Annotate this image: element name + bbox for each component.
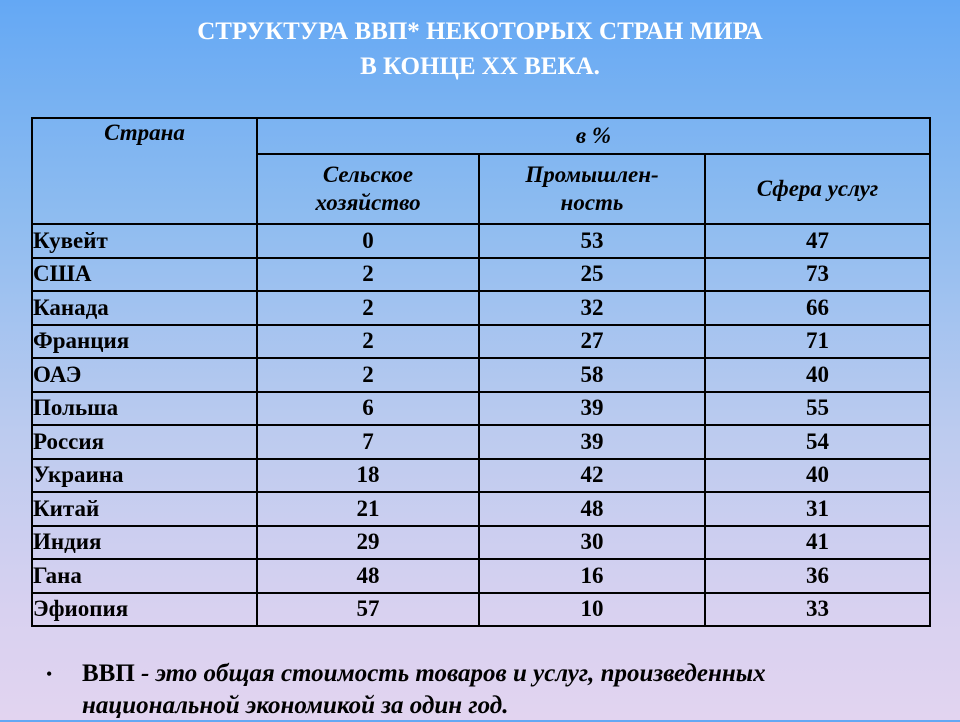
country-cell: Кувейт xyxy=(32,224,257,258)
industry-cell: 48 xyxy=(479,492,705,526)
table-row xyxy=(32,526,930,560)
table-row xyxy=(32,358,930,392)
country-cell: Россия xyxy=(32,425,257,459)
table-row xyxy=(32,291,930,325)
industry-cell: 58 xyxy=(479,358,705,392)
footnote-term: ВВП xyxy=(82,660,135,687)
industry-cell: 16 xyxy=(479,559,705,593)
services-cell: 73 xyxy=(705,258,930,292)
table-row xyxy=(32,459,930,493)
gdp-structure-table xyxy=(31,117,931,627)
country-cell: ОАЭ xyxy=(32,358,257,392)
agriculture-cell: 2 xyxy=(257,358,479,392)
services-cell: 47 xyxy=(705,224,930,258)
services-cell: 66 xyxy=(705,291,930,325)
country-cell: США xyxy=(32,258,257,292)
agriculture-cell: 57 xyxy=(257,593,479,627)
services-cell: 54 xyxy=(705,425,930,459)
agriculture-cell: 2 xyxy=(257,325,479,359)
table-row xyxy=(32,593,930,627)
services-cell: 55 xyxy=(705,392,930,426)
services-cell: 41 xyxy=(705,526,930,560)
table-row xyxy=(32,224,930,258)
header-industry: Промышлен- ность xyxy=(479,154,705,224)
page-title-line-2: В КОНЦЕ XX ВЕКА. xyxy=(360,53,600,80)
services-cell: 36 xyxy=(705,559,930,593)
header-agriculture: Сельское хозяйство xyxy=(257,154,479,224)
industry-cell: 27 xyxy=(479,325,705,359)
industry-cell: 42 xyxy=(479,459,705,493)
industry-cell: 30 xyxy=(479,526,705,560)
agriculture-cell: 48 xyxy=(257,559,479,593)
industry-cell: 32 xyxy=(479,291,705,325)
agriculture-cell: 21 xyxy=(257,492,479,526)
agriculture-cell: 7 xyxy=(257,425,479,459)
country-cell: Эфиопия xyxy=(32,593,257,627)
services-cell: 40 xyxy=(705,459,930,493)
services-cell: 31 xyxy=(705,492,930,526)
country-cell: Индия xyxy=(32,526,257,560)
agriculture-cell: 2 xyxy=(257,291,479,325)
footnote-definition-line-1: - это общая стоимость товаров и услуг, произведенных xyxy=(134,660,766,687)
table-row xyxy=(32,492,930,526)
services-cell: 71 xyxy=(705,325,930,359)
table-row xyxy=(32,258,930,292)
country-cell: Китай xyxy=(32,492,257,526)
industry-cell: 39 xyxy=(479,392,705,426)
table-row xyxy=(32,325,930,359)
services-cell: 40 xyxy=(705,358,930,392)
page-title-line-1: СТРУКТУРА ВВП* НЕКОТОРЫХ СТРАН МИРА xyxy=(197,18,763,45)
agriculture-cell: 0 xyxy=(257,224,479,258)
country-cell: Гана xyxy=(32,559,257,593)
table-row xyxy=(32,392,930,426)
footnote-definition-line-2: национальной экономикой за один год. xyxy=(82,692,509,719)
agriculture-cell: 29 xyxy=(257,526,479,560)
industry-cell: 10 xyxy=(479,593,705,627)
country-cell: Польша xyxy=(32,392,257,426)
table-row xyxy=(32,425,930,459)
header-country: Страна xyxy=(32,118,257,224)
agriculture-cell: 2 xyxy=(257,258,479,292)
country-cell: Канада xyxy=(32,291,257,325)
header-unit: в % xyxy=(257,118,930,154)
services-cell: 33 xyxy=(705,593,930,627)
industry-cell: 25 xyxy=(479,258,705,292)
header-services: Сфера услуг xyxy=(705,154,930,224)
table-row xyxy=(32,559,930,593)
bullet-icon: • xyxy=(46,664,53,684)
agriculture-cell: 18 xyxy=(257,459,479,493)
agriculture-cell: 6 xyxy=(257,392,479,426)
industry-cell: 53 xyxy=(479,224,705,258)
country-cell: Франция xyxy=(32,325,257,359)
country-cell: Украина xyxy=(32,459,257,493)
industry-cell: 39 xyxy=(479,425,705,459)
